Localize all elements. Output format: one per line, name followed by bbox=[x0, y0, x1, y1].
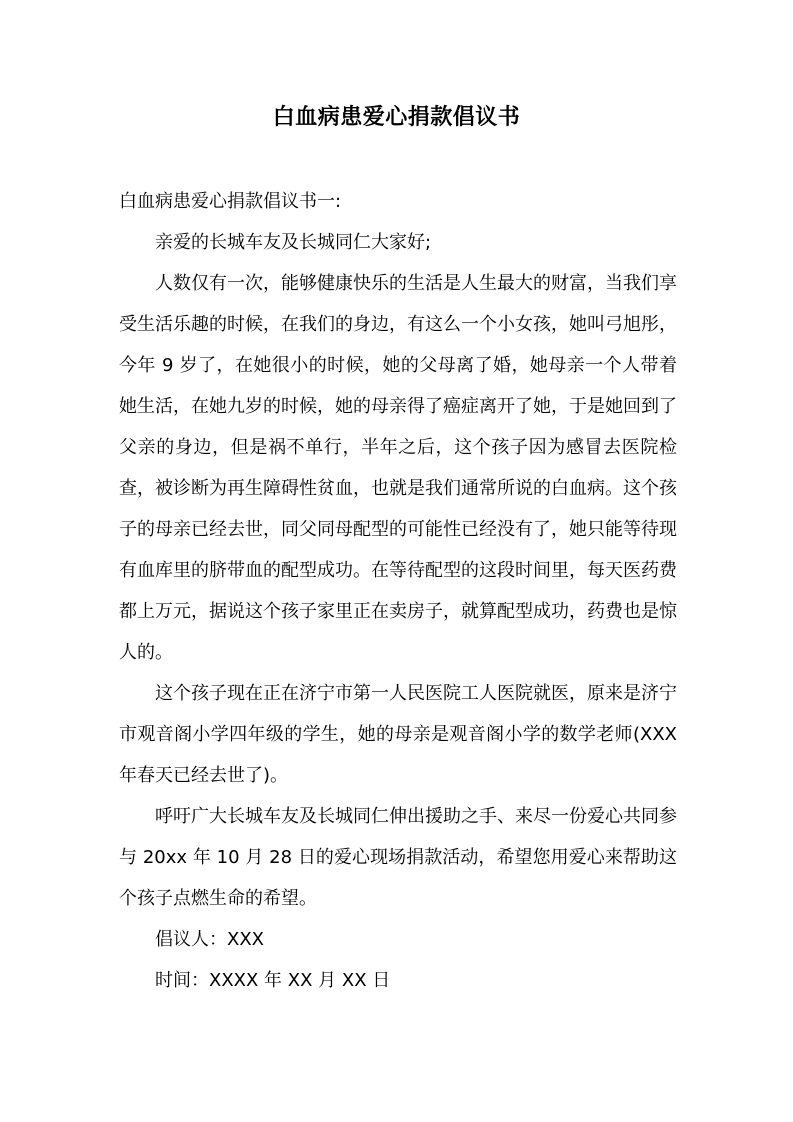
story-paragraph: 人数仅有一次，能够健康快乐的生活是人生最大的财富，当我们享受生活乐趣的时候，在我们的身边，有这么一个小女孩，她叫弓旭彤，今年 9 岁了，在她很小的时候，她的父母离了婚，她母亲一个人带着她生活，在她九岁的时候，她的母亲得了癌症离开了她，于是她回到了父亲的身边，但是祸不单行，半年之后，这个孩子因为感冒去医院检查，被诊断为再生障碍性贫血，也就是我们通常所说的白血病。这个孩子的母亲已经去世，同父同母配型的可能性已经没有了，她只能等待现有血库里的脐带血的配型成功。在等待配型的这段时间里，每天医药费都上万元，据说这个孩子家里正在卖房子，就算配型成功，药费也是惊人的。 bbox=[119, 273, 677, 663]
document-subtitle: 白血病患爱心捐款倡议书一: bbox=[119, 191, 342, 212]
hospital-paragraph: 这个孩子现在正在济宁市第一人民医院工人医院就医，原来是济宁市观音阁小学四年级的学生，她的母亲是观音阁小学的数学老师(XXX 年春天已经去世了)。 bbox=[119, 683, 677, 786]
greeting-paragraph: 亲爱的长城车友及长城同仁大家好; bbox=[155, 232, 432, 253]
document-body bbox=[119, 181, 677, 1001]
appeal-paragraph: 呼吁广大长城车友及长城同仁伸出援助之手、来尽一份爱心共同参与 20xx 年 10 月 28 日的爱心现场捐款活动，希望您用爱心来帮助这个孩子点燃生命的希望。 bbox=[119, 806, 677, 909]
date-line: 时间：XXXX 年 XX 月 XX 日 bbox=[155, 970, 391, 991]
initiator-line: 倡议人：XXX bbox=[155, 929, 264, 950]
document-title: 白血病患爱心捐款倡议书 bbox=[272, 105, 521, 130]
